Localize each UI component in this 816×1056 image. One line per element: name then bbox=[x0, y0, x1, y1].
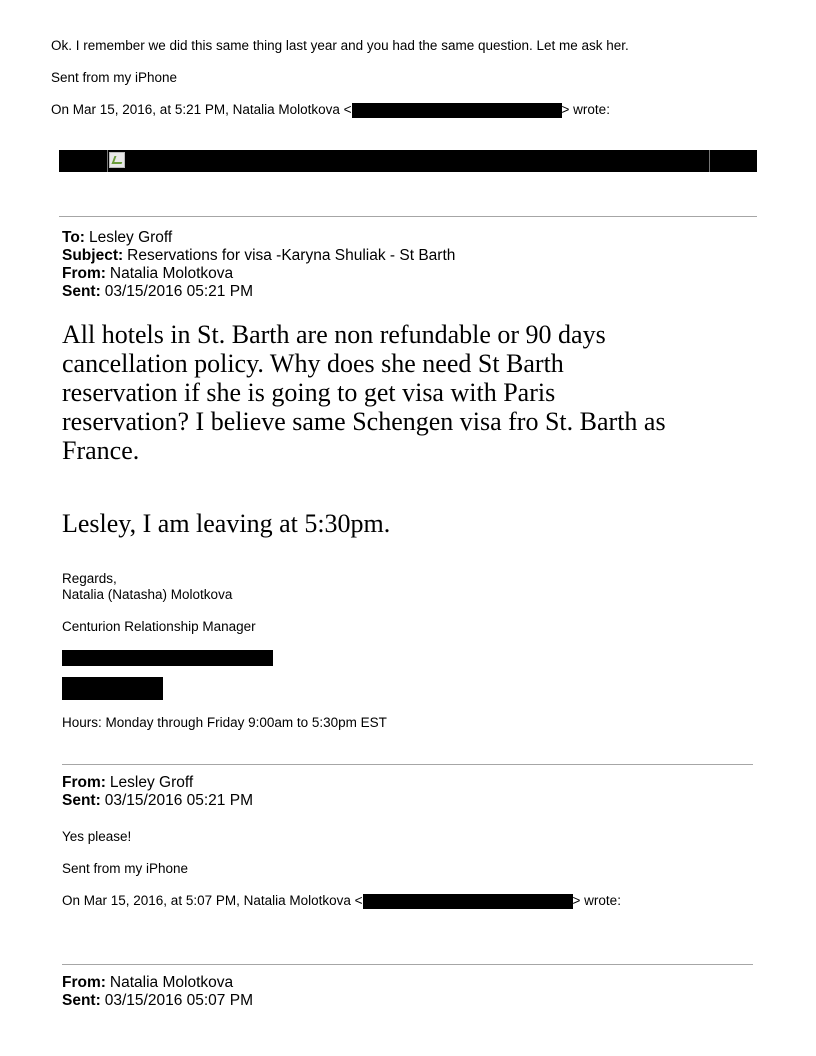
redacted-email bbox=[363, 894, 573, 909]
header-sent bbox=[62, 283, 253, 301]
header-value: 03/15/2016 05:21 PM bbox=[104, 792, 253, 809]
message-body-note: Lesley, I am leaving at 5:30pm. bbox=[62, 509, 391, 538]
quote-suffix: > wrote: bbox=[561, 102, 610, 117]
header-from bbox=[62, 774, 193, 792]
quote-line bbox=[62, 893, 621, 909]
header-subject bbox=[62, 247, 455, 265]
header-value: 03/15/2016 05:07 PM bbox=[104, 992, 253, 1009]
message-signature: Sent from my iPhone bbox=[62, 861, 189, 876]
message-body-line: All hotels in St. Barth are non refundable or 90 days bbox=[62, 320, 606, 349]
divider bbox=[62, 964, 753, 965]
signature-regards: Regards, bbox=[62, 571, 117, 586]
redacted-phone bbox=[62, 650, 273, 666]
banner-image-frame bbox=[107, 150, 710, 172]
header-sent bbox=[62, 792, 253, 810]
header-value: Lesley Groff bbox=[88, 229, 173, 246]
message-body-line: France. bbox=[62, 436, 140, 465]
signature-hours: Hours: Monday through Friday 9:00am to 5:30pm EST bbox=[62, 715, 387, 730]
message-body-line: cancellation policy. Why does she need St Barth bbox=[62, 349, 564, 378]
message-body-line: reservation if she is going to get visa with Paris bbox=[62, 378, 556, 407]
header-value: Reservations for visa -Karyna Shuliak - St Barth bbox=[127, 247, 456, 264]
header-label: Sent: bbox=[62, 992, 101, 1009]
broken-image-icon bbox=[109, 152, 125, 168]
header-sent bbox=[62, 992, 253, 1010]
redacted-email bbox=[352, 103, 562, 118]
header-value: 03/15/2016 05:21 PM bbox=[104, 283, 253, 300]
quote-prefix: On Mar 15, 2016, at 5:07 PM, Natalia Molotkova < bbox=[62, 893, 363, 908]
reply-signature: Sent from my iPhone bbox=[51, 70, 178, 85]
header-label: To: bbox=[62, 229, 85, 246]
quote-suffix: > wrote: bbox=[572, 893, 621, 908]
signature-title: Centurion Relationship Manager bbox=[62, 619, 256, 634]
header-label: Sent: bbox=[62, 283, 101, 300]
header-label: Sent: bbox=[62, 792, 101, 809]
header-value: Lesley Groff bbox=[109, 774, 194, 791]
header-label: From: bbox=[62, 265, 106, 282]
message-body-line: reservation? I believe same Schengen visa fro St. Barth as bbox=[62, 407, 666, 436]
header-label: From: bbox=[62, 974, 106, 991]
divider bbox=[62, 764, 753, 765]
header-to bbox=[62, 229, 172, 247]
quote-prefix: On Mar 15, 2016, at 5:21 PM, Natalia Molotkova < bbox=[51, 102, 352, 117]
reply-body: Ok. I remember we did this same thing last year and you had the same question. Let me ask her. bbox=[51, 38, 629, 53]
divider bbox=[59, 216, 757, 217]
header-label: Subject: bbox=[62, 247, 124, 264]
header-value: Natalia Molotkova bbox=[109, 974, 234, 991]
reply-quote-line bbox=[51, 102, 610, 118]
message-body: Yes please! bbox=[62, 829, 132, 844]
header-from bbox=[62, 265, 233, 283]
redacted-contact bbox=[62, 677, 163, 700]
signature-name: Natalia (Natasha) Molotkova bbox=[62, 587, 233, 602]
header-value: Natalia Molotkova bbox=[109, 265, 234, 282]
header-label: From: bbox=[62, 774, 106, 791]
header-from bbox=[62, 974, 233, 992]
